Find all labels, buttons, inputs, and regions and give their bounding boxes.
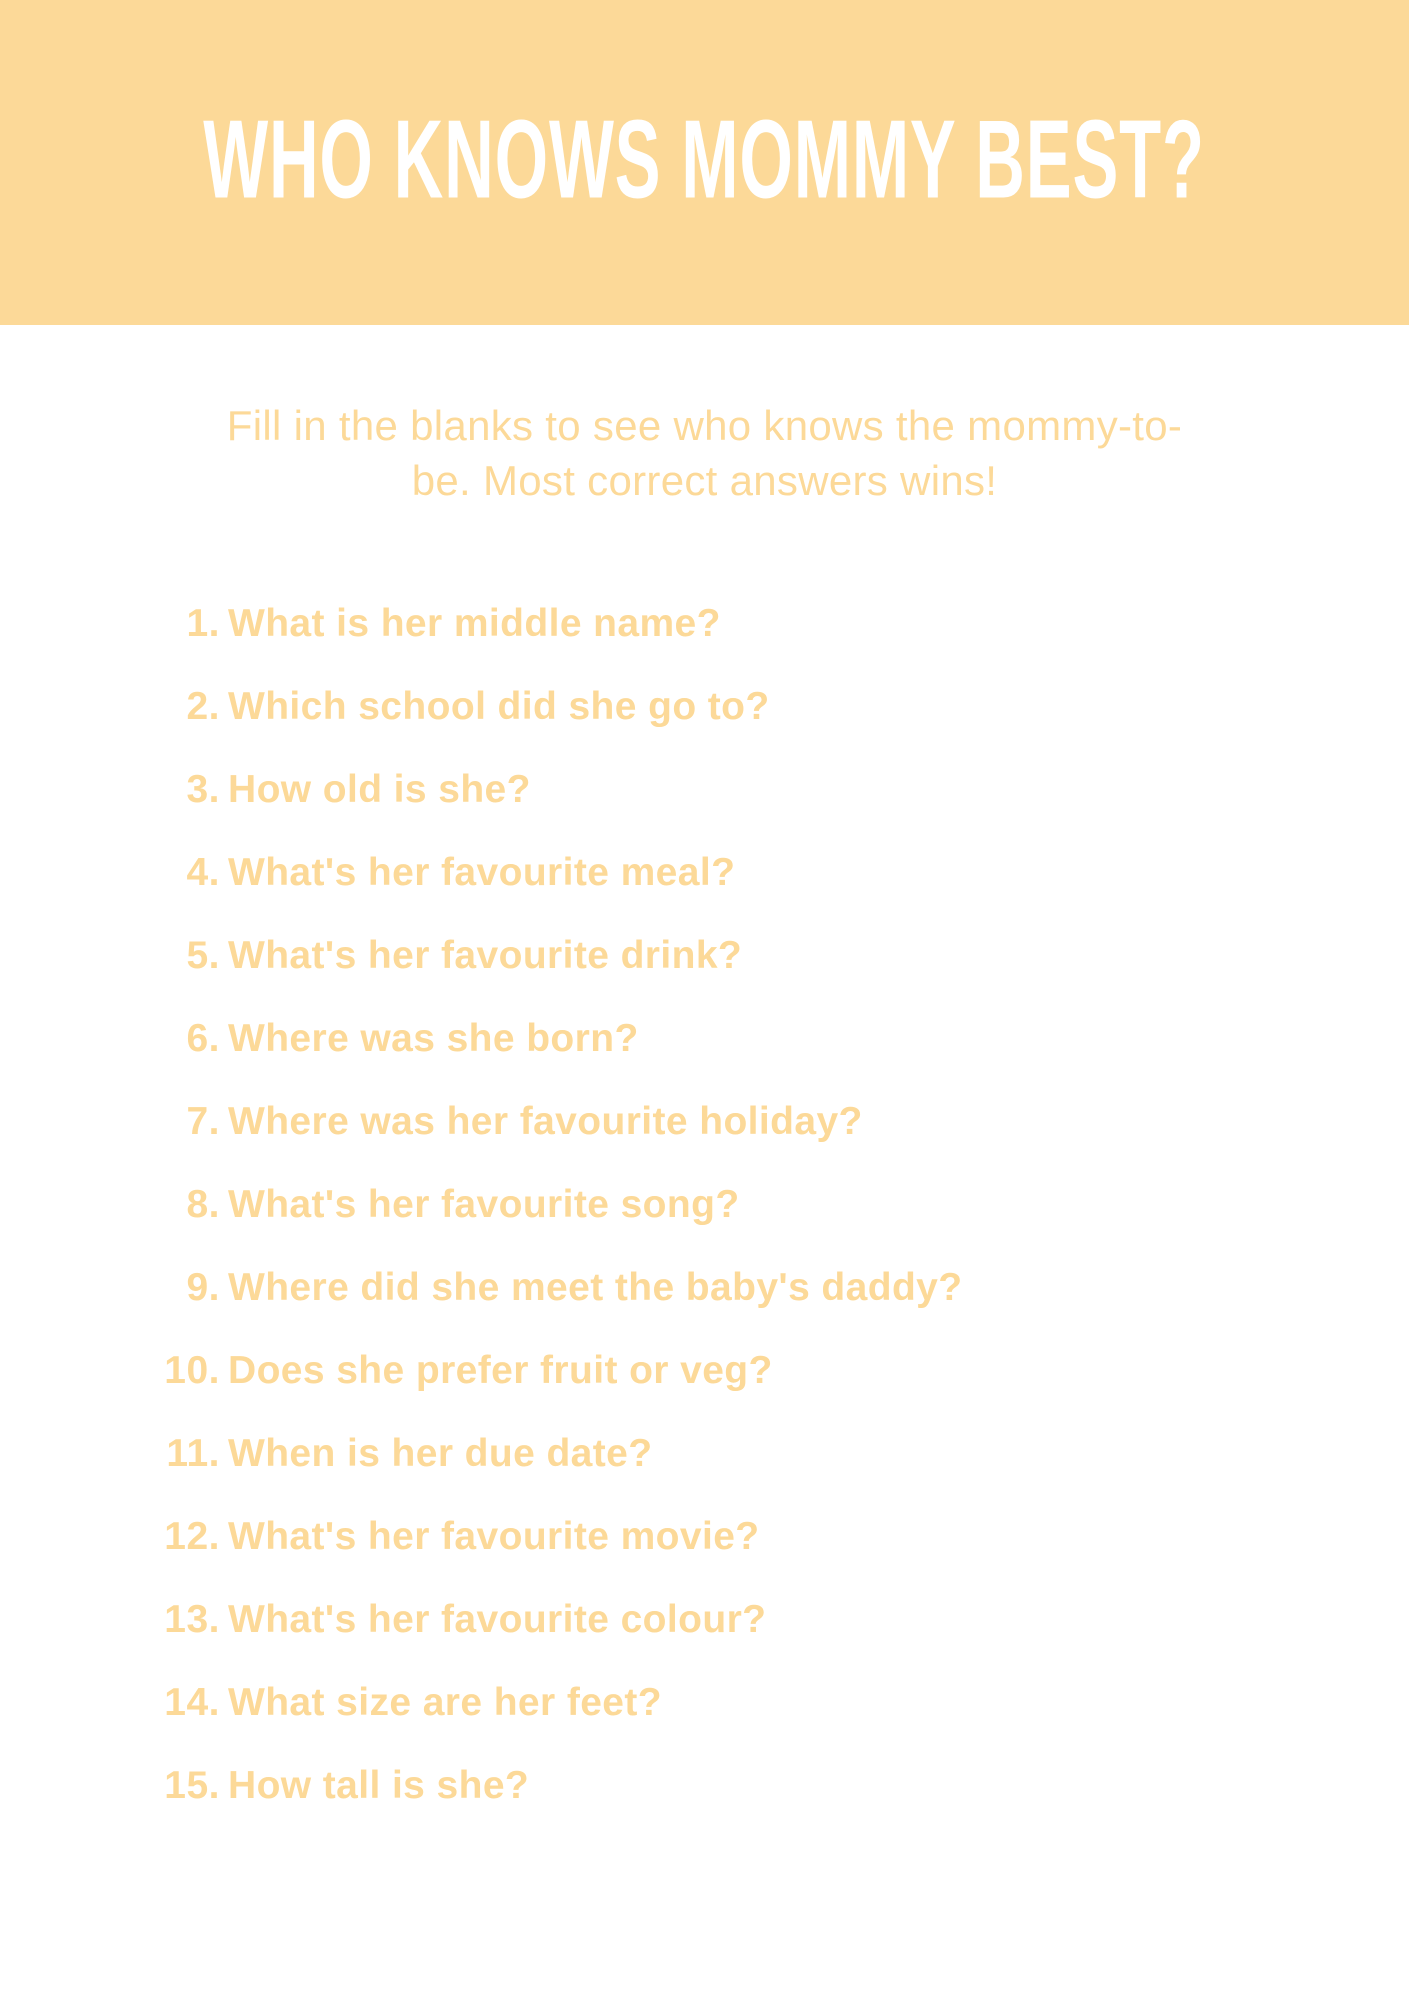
list-item: [0, 1764, 1409, 1847]
question-number: 15.: [164, 1764, 220, 1807]
question-number: 11.: [166, 1432, 220, 1475]
question-list: [0, 602, 1409, 1847]
question-number: 1.: [186, 602, 220, 645]
question-number: 6.: [186, 1017, 220, 1060]
list-item: [0, 1432, 1409, 1515]
instructions-text: Fill in the blanks to see who knows the mommy-to-be. Most correct answers wins!: [226, 402, 1183, 505]
question-number: 2.: [186, 685, 220, 728]
question-text: How tall is she?: [228, 1764, 530, 1807]
question-text: Which school did she go to?: [228, 685, 770, 728]
question-number: 7.: [186, 1100, 220, 1143]
question-text: What size are her feet?: [228, 1681, 662, 1724]
list-item: [0, 1017, 1409, 1100]
question-number: 5.: [186, 934, 220, 977]
question-text: What's her favourite song?: [228, 1183, 740, 1226]
question-text: What's her favourite movie?: [228, 1515, 760, 1558]
list-item: [0, 602, 1409, 685]
header-banner: [0, 0, 1409, 325]
list-item: [0, 1681, 1409, 1764]
question-text: Where was she born?: [228, 1017, 639, 1060]
list-item: [0, 768, 1409, 851]
question-text: Where did she meet the baby's daddy?: [228, 1266, 963, 1309]
list-item: [0, 685, 1409, 768]
question-text: What's her favourite meal?: [228, 851, 736, 894]
list-item: [0, 1515, 1409, 1598]
question-number: 9.: [186, 1266, 220, 1309]
list-item: [0, 934, 1409, 1017]
question-text: What's her favourite drink?: [228, 934, 743, 977]
list-item: [0, 1266, 1409, 1349]
question-number: 8.: [186, 1183, 220, 1226]
question-number: 13.: [164, 1598, 220, 1641]
question-text: When is her due date?: [228, 1432, 653, 1475]
question-number: 4.: [186, 851, 220, 894]
question-text: What's her favourite colour?: [228, 1598, 767, 1641]
page-title: WHO KNOWS MOMMY BEST?: [203, 97, 1206, 222]
list-item: [0, 1349, 1409, 1432]
list-item: [0, 1100, 1409, 1183]
question-text: Does she prefer fruit or veg?: [228, 1349, 773, 1392]
question-text: What is her middle name?: [228, 602, 721, 645]
list-item: [0, 851, 1409, 934]
question-text: Where was her favourite holiday?: [228, 1100, 863, 1143]
list-item: [0, 1183, 1409, 1266]
question-number: 3.: [186, 768, 220, 811]
question-text: How old is she?: [228, 768, 531, 811]
list-item: [0, 1598, 1409, 1681]
question-number: 14.: [164, 1681, 220, 1724]
question-number: 12.: [164, 1515, 220, 1558]
question-number: 10.: [164, 1349, 220, 1392]
